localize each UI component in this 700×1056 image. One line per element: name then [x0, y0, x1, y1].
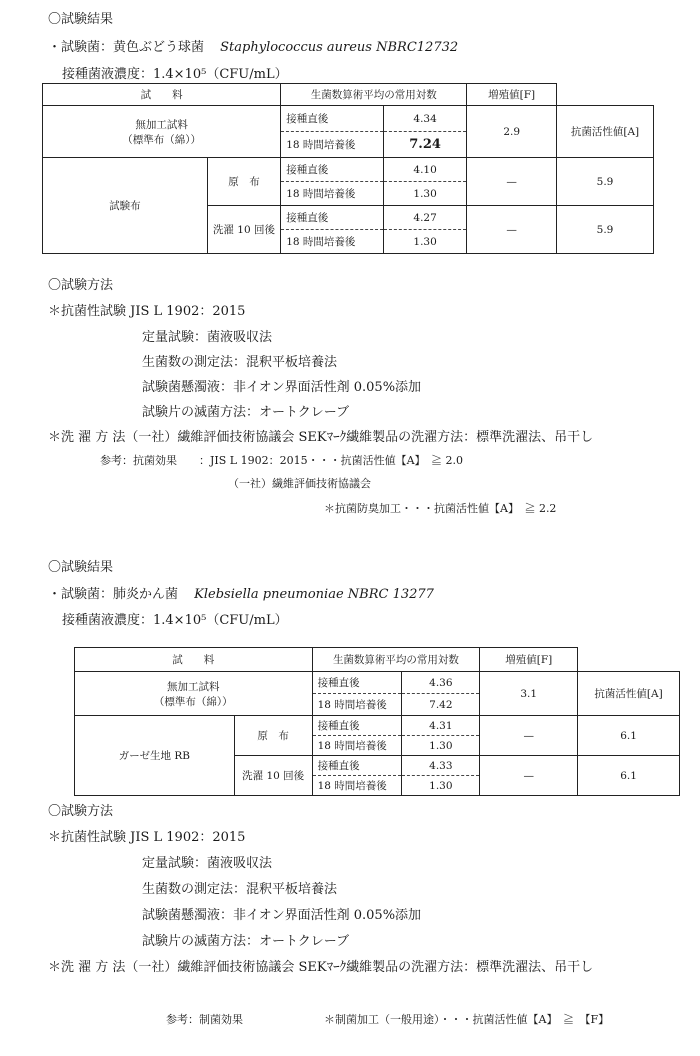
method-washing-2: ＊洗 濯 方 法（一社）繊維評価技術協議会 SEKﾏｰｸ繊維製品の洗濯方法：標準洗濯法、吊干し: [48, 960, 594, 975]
wash-t18-value: 1.30: [402, 776, 480, 796]
control-t18-label: 18 時間培養後: [312, 694, 402, 716]
bacteria-label: ・試験菌：黄色ぶどう球菌: [48, 40, 205, 55]
header-count: 生菌数算術平均の常用対数: [281, 84, 467, 106]
wash-t18-value: 1.30: [383, 230, 467, 254]
method-quant-1: 定量試験：菌液吸収法: [142, 330, 273, 345]
method-sterilize-2: 試験片の滅菌方法：オートクレーブ: [142, 934, 350, 949]
orig-t0-label: 接種直後: [312, 716, 402, 736]
bacteria-label: ・試験菌：肺炎かん菌: [48, 587, 179, 602]
concentration-1: 接種菌液濃度：1.4×10⁵（CFU/mL）: [62, 67, 288, 82]
control-t18-value: 7.42: [402, 694, 480, 716]
results-table-1: [42, 83, 654, 254]
control-t0-label: 接種直後: [312, 672, 402, 694]
method-count-2: 生菌数の測定法：混釈平板培養法: [142, 882, 338, 897]
control-growth: 3.1: [480, 672, 578, 716]
wash-label: 洗濯 10 回後: [234, 756, 312, 796]
wash-t18-label: 18 時間培養後: [281, 230, 384, 254]
method-sterilize-1: 試験片の滅菌方法：オートクレーブ: [142, 405, 350, 420]
orig-label: 原 布: [207, 158, 281, 206]
orig-label: 原 布: [234, 716, 312, 756]
bacteria-scientific-name: Staphylococcus aureus NBRC12732: [220, 40, 459, 55]
header-count: 生菌数算術平均の常用対数: [312, 648, 480, 672]
control-t0-label: 接種直後: [281, 106, 384, 132]
wash-activity: 6.1: [578, 756, 680, 796]
orig-growth: —: [480, 716, 578, 756]
results-table-2: [74, 647, 680, 796]
wash-t0-label: 接種直後: [281, 206, 384, 230]
header-sample: 試 料: [43, 84, 281, 106]
method-quant-2: 定量試験：菌液吸収法: [142, 856, 273, 871]
control-t0-value: 4.34: [383, 106, 467, 132]
activity-header: 抗菌活性値[A]: [578, 672, 680, 716]
wash-growth: —: [467, 206, 557, 254]
reference-value-2: ＊制菌加工（一般用途）・・・抗菌活性値【A】 ≧ 【F】: [324, 1013, 610, 1026]
control-sample-cell: 無加工試料 （標準布（綿））: [75, 672, 313, 716]
wash-activity: 5.9: [556, 206, 653, 254]
method-suspension-1: 試験菌懸濁液：非イオン界面活性剤 0.05%添加: [142, 380, 422, 395]
orig-activity: 5.9: [556, 158, 653, 206]
orig-t0-label: 接種直後: [281, 158, 384, 182]
wash-t0-label: 接種直後: [312, 756, 402, 776]
method-washing-1: ＊洗 濯 方 法（一社）繊維評価技術協議会 SEKﾏｰｸ繊維製品の洗濯方法：標準洗濯法、吊干し: [48, 430, 594, 445]
method-heading-2: 〇試験方法: [48, 804, 114, 819]
wash-t0-value: 4.27: [383, 206, 467, 230]
header-sample: 試 料: [75, 648, 313, 672]
activity-header: 抗菌活性値[A]: [556, 106, 653, 158]
orig-t18-value: 1.30: [402, 736, 480, 756]
bacteria-line-2: [48, 583, 434, 602]
orig-t0-value: 4.10: [383, 158, 467, 182]
method-test-2: ＊抗菌性試験 JIS L 1902：2015: [48, 830, 246, 845]
control-t18-label: 18 時間培養後: [281, 132, 384, 158]
bacteria-line-1: [48, 36, 458, 55]
reference-line-2: （一社）繊維評価技術協議会: [228, 477, 371, 490]
control-growth: 2.9: [467, 106, 557, 158]
wash-t0-value: 4.33: [402, 756, 480, 776]
header-growth: 増殖値[F]: [480, 648, 578, 672]
reference-label-2: 参考：制菌効果: [166, 1013, 243, 1026]
results-heading-1: 〇試験結果: [48, 12, 114, 27]
header-growth: 増殖値[F]: [467, 84, 557, 106]
method-suspension-2: 試験菌懸濁液：非イオン界面活性剤 0.05%添加: [142, 908, 422, 923]
method-heading-1: 〇試験方法: [48, 278, 114, 293]
control-sample-cell: 無加工試料 （標準布（綿））: [43, 106, 281, 158]
reference-line-3: ＊抗菌防臭加工・・・抗菌活性値【A】 ≧ 2.2: [324, 502, 557, 515]
orig-activity: 6.1: [578, 716, 680, 756]
orig-t0-value: 4.31: [402, 716, 480, 736]
test-sample-name: 試験布: [43, 158, 208, 254]
orig-t18-label: 18 時間培養後: [281, 182, 384, 206]
bacteria-scientific-name: Klebsiella pneumoniae NBRC 13277: [194, 587, 434, 602]
concentration-2: 接種菌液濃度：1.4×10⁵（CFU/mL）: [62, 613, 288, 628]
method-count-1: 生菌数の測定法：混釈平板培養法: [142, 355, 338, 370]
orig-growth: —: [467, 158, 557, 206]
control-t18-value: 7.24: [383, 132, 467, 158]
orig-t18-label: 18 時間培養後: [312, 736, 402, 756]
control-t0-value: 4.36: [402, 672, 480, 694]
results-heading-2: 〇試験結果: [48, 560, 114, 575]
wash-t18-label: 18 時間培養後: [312, 776, 402, 796]
wash-growth: —: [480, 756, 578, 796]
test-sample-name: ガーゼ生地 RB: [75, 716, 235, 796]
wash-label: 洗濯 10 回後: [207, 206, 281, 254]
method-test-1: ＊抗菌性試験 JIS L 1902：2015: [48, 304, 246, 319]
orig-t18-value: 1.30: [383, 182, 467, 206]
reference-line-1: 参考：抗菌効果 ：JIS L 1902：2015・・・抗菌活性値【A】 ≧ 2.0: [100, 454, 464, 467]
